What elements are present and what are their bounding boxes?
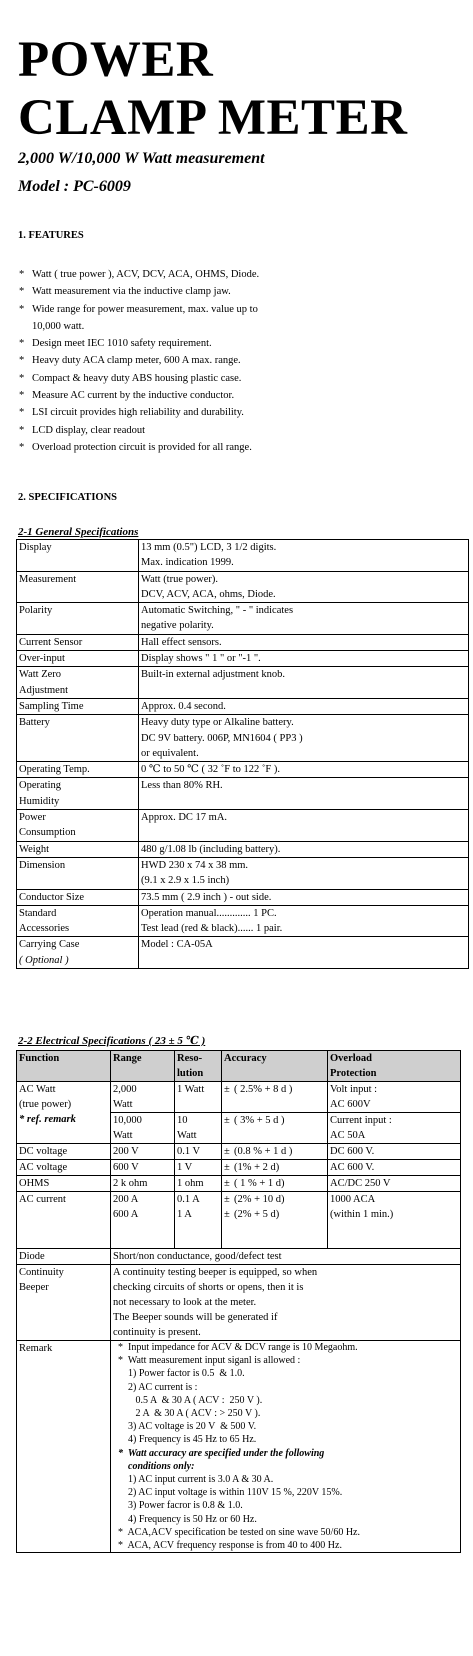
spec-label-text: Operating Temp. — [19, 764, 90, 776]
spec-value: Approx. 0.4 second. — [139, 698, 469, 714]
spec-row — [17, 762, 469, 778]
spec-row — [17, 841, 469, 857]
spec-label — [17, 651, 139, 667]
electrical-spec-table — [16, 1050, 461, 1553]
feature-item — [18, 422, 458, 439]
column-header: Reso- lution — [175, 1051, 222, 1082]
spec-value: Model : CA-05A — [139, 937, 469, 969]
bullet: * — [19, 407, 25, 419]
spec-row — [17, 905, 469, 937]
spec-row — [17, 698, 469, 714]
spec-label — [17, 857, 139, 889]
bullet: * — [19, 441, 25, 453]
spec-label — [17, 778, 139, 810]
bullet: * — [19, 338, 25, 350]
range-cell — [111, 1192, 175, 1249]
table-row — [17, 1144, 461, 1160]
remark-line: 1) AC input current is 3.0 A & 30 A. — [113, 1474, 274, 1486]
accuracy-cell — [222, 1144, 328, 1160]
accuracy-cell — [222, 1160, 328, 1176]
function-cell: AC voltage — [17, 1160, 111, 1176]
table-row — [17, 1249, 461, 1265]
bullet: * — [19, 372, 25, 384]
function-cell: Diode — [17, 1249, 111, 1265]
table-row — [17, 1082, 461, 1113]
bullet: * — [19, 355, 25, 367]
spec-label-text: Current Sensor — [19, 636, 83, 648]
range-cell: 2 k ohm — [111, 1176, 175, 1192]
feature-item — [18, 352, 458, 369]
resolution-cell: 1 ohm — [175, 1176, 222, 1192]
spec-label — [17, 667, 139, 699]
overload-cell: DC 600 V. — [328, 1144, 461, 1160]
remark-line: 2) AC current is : — [113, 1381, 198, 1393]
accuracy-value: ( 1 % + 1 d) — [234, 1178, 285, 1189]
resolution-cell: 10 Watt — [175, 1113, 222, 1144]
column-header: Overload Protection — [328, 1051, 461, 1082]
spec-row — [17, 778, 469, 810]
feature-item — [18, 283, 458, 300]
bullet: * — [19, 269, 25, 280]
spec-label — [17, 810, 139, 842]
feature-item — [18, 439, 458, 456]
resolution-cell: 0.1 V — [175, 1144, 222, 1160]
accuracy-cell — [222, 1082, 328, 1113]
function-cell — [17, 1082, 111, 1144]
spec-row — [17, 651, 469, 667]
plus-minus: ± — [224, 1084, 230, 1095]
diode-text: Short/non conductance, good/defect test — [111, 1249, 461, 1265]
spec-label — [17, 540, 139, 572]
spec-label — [17, 841, 139, 857]
spec-label-text: Operating Humidity — [19, 780, 61, 807]
range-value: 200 A — [113, 1194, 139, 1205]
continuity-text: A continuity testing beeper is equipped, so when checking circuits of shorts or opens, then it is not necessary to look at the meter. The Beeper sounds will be generated if continuity is present. — [111, 1265, 461, 1341]
accuracy-value: (2% + 5 d) — [234, 1209, 280, 1220]
res-value: 0.1 A — [177, 1194, 200, 1205]
spec-label — [17, 698, 139, 714]
overload-cell: Volt input : AC 600V — [328, 1082, 461, 1113]
overload-cell: AC/DC 250 V — [328, 1176, 461, 1192]
remark-line: conditions only: — [113, 1460, 195, 1472]
spec-value: Built-in external adjustment knob. — [139, 667, 469, 699]
feature-text: Design meet IEC 1010 safety requirement. — [32, 338, 212, 350]
spec-label — [17, 762, 139, 778]
spec-label-text: Standard Accessories — [19, 907, 70, 935]
resolution-cell: 1 Watt — [175, 1082, 222, 1113]
spec-row — [17, 540, 469, 572]
function-cell: OHMS — [17, 1176, 111, 1192]
title-line-2: CLAMP METER — [18, 90, 408, 146]
spec-row — [17, 603, 469, 635]
spec-row — [17, 634, 469, 650]
column-header: Range — [111, 1051, 175, 1082]
overload-cell: Current input : AC 50A — [328, 1113, 461, 1144]
spec-row — [17, 715, 469, 762]
features-list — [18, 266, 458, 456]
plus-minus: ± — [224, 1162, 230, 1173]
accuracy-cell — [222, 1192, 328, 1249]
spec-label-text: Power Consumption — [19, 812, 76, 839]
remark-line: 3) Power facror is 0.8 & 1.0. — [113, 1500, 243, 1512]
function-cell: Continuity Beeper — [17, 1265, 111, 1341]
plus-minus: ± — [224, 1146, 230, 1157]
spec-label-text: Carrying Case — [19, 939, 80, 951]
overload-cell: 1000 ACA (within 1 min.) — [328, 1192, 461, 1249]
spec-row — [17, 667, 469, 699]
feature-item — [18, 404, 458, 421]
spec-label-text: Weight — [19, 843, 50, 855]
spec-label — [17, 889, 139, 905]
spec-label — [17, 634, 139, 650]
spec-label-text: Display — [19, 542, 52, 553]
feature-text: Compact & heavy duty ABS housing plastic case. — [32, 372, 242, 384]
remark-line: 1) Power factor is 0.5 & 1.0. — [113, 1368, 245, 1380]
accuracy-value: ( 2.5% + 8 d ) — [234, 1084, 293, 1095]
remark-line: 2) AC input voltage is within 110V 15 %, 220V 15%. — [113, 1487, 343, 1499]
title-line-1: POWER — [18, 32, 214, 88]
accuracy-value: (1% + 2 d) — [234, 1162, 280, 1173]
remark-line: * Watt measurement input siganl is allowed : — [113, 1355, 301, 1367]
remark-line: 3) AC voltage is 20 V & 500 V. — [113, 1421, 257, 1433]
spec-value: 480 g/1.08 lb (including battery). — [139, 841, 469, 857]
feature-text: LCD display, clear readout — [32, 424, 146, 436]
table-row — [17, 1176, 461, 1192]
range-cell: 200 V — [111, 1144, 175, 1160]
spec-value: Operation manual............. 1 PC. Test lead (red & black)...... 1 pair. — [139, 905, 469, 937]
general-spec-heading: 2-1 General Specifications — [18, 526, 139, 538]
column-header: Accuracy — [222, 1051, 328, 1082]
remark-line: * Watt accuracy are specified under the following — [113, 1447, 325, 1459]
spec-value: 13 mm (0.5") LCD, 3 1/2 digits. Max. indication 1999. — [139, 540, 469, 572]
feature-text: LSI circuit provides high reliability and durability. — [32, 407, 244, 419]
spec-label-text: Polarity — [19, 605, 53, 617]
resolution-cell — [175, 1192, 222, 1249]
accuracy-cell — [222, 1113, 328, 1144]
spec-value: Heavy duty type or Alkaline battery. DC 9V battery. 006P, MN1604 ( PP3 ) or equivalent. — [139, 715, 469, 762]
table-row — [17, 1192, 461, 1249]
spec-value: 0 ℃ to 50 ℃ ( 32 ˚F to 122 ˚F ). — [139, 762, 469, 778]
plus-minus: ± — [224, 1115, 230, 1126]
features-heading: 1. FEATURES — [18, 230, 84, 241]
table-row — [17, 1341, 461, 1553]
spec-label-text: Conductor Size — [19, 891, 85, 903]
resolution-cell: 1 V — [175, 1160, 222, 1176]
feature-item — [18, 301, 458, 336]
spec-row — [17, 810, 469, 842]
plus-minus: ± — [224, 1209, 230, 1220]
general-spec-table — [16, 539, 469, 969]
spec-label-sub: ( Optional ) — [19, 954, 69, 966]
spec-label-text: Measurement — [19, 573, 77, 585]
spec-label-text: Sampling Time — [19, 700, 84, 712]
spec-label-text: Watt Zero Adjustment — [19, 669, 68, 696]
spec-value: Automatic Switching, " - " indicates negative polarity. — [139, 603, 469, 635]
range-value: 600 A — [113, 1209, 139, 1220]
spec-value: Less than 80% RH. — [139, 778, 469, 810]
range-cell: 2,000 Watt — [111, 1082, 175, 1113]
spec-label-text: Over-input — [19, 653, 65, 665]
remark-cell — [111, 1341, 461, 1553]
spec-label-text: Dimension — [19, 859, 66, 871]
feature-text: Measure AC current by the inductive conductor. — [32, 390, 235, 402]
remark-line: 4) Frequency is 50 Hz or 60 Hz. — [113, 1513, 257, 1525]
remark-line: * ACA, ACV frequency response is from 40 to 400 Hz. — [113, 1540, 342, 1552]
range-cell: 10,000 Watt — [111, 1113, 175, 1144]
accuracy-value: (2% + 10 d) — [234, 1194, 285, 1205]
spec-label-text: Battery — [19, 717, 50, 729]
function-cell: DC voltage — [17, 1144, 111, 1160]
table-row — [17, 1265, 461, 1341]
spec-row — [17, 937, 469, 969]
spec-row — [17, 571, 469, 603]
feature-item — [18, 387, 458, 404]
remark-line: 0.5 A & 30 A ( ACV : 250 V ). — [113, 1394, 263, 1406]
feature-item — [18, 370, 458, 387]
spec-row — [17, 889, 469, 905]
remark-line: 2 A & 30 A ( ACV : > 250 V ). — [113, 1408, 261, 1420]
remark-line: * ACA,ACV specification be tested on sine wave 50/60 Hz. — [113, 1526, 360, 1538]
specs-heading: 2. SPECIFICATIONS — [18, 492, 117, 503]
function-cell: Remark — [17, 1341, 111, 1553]
subtitle-watt: 2,000 W/10,000 W Watt measurement — [18, 150, 265, 167]
feature-text: Watt measurement via the inductive clamp jaw. — [32, 286, 231, 298]
accuracy-value: ( 3% + 5 d ) — [234, 1115, 285, 1126]
spec-value: HWD 230 x 74 x 38 mm. (9.1 x 2.9 x 1.5 inch) — [139, 857, 469, 889]
feature-text: Overload protection circuit is provided for all range. — [32, 441, 252, 453]
feature-text: Heavy duty ACA clamp meter, 600 A max. range. — [32, 355, 241, 367]
feature-text: Wide range for power measurement, max. value up to 10,000 watt. — [32, 303, 258, 332]
accuracy-cell — [222, 1176, 328, 1192]
plus-minus: ± — [224, 1194, 230, 1205]
spec-label — [17, 571, 139, 603]
bullet: * — [19, 424, 25, 436]
column-header: Function — [17, 1051, 111, 1082]
spec-value: Hall effect sensors. — [139, 634, 469, 650]
remark-line: 4) Frequency is 45 Hz to 65 Hz. — [113, 1434, 257, 1446]
spec-label — [17, 715, 139, 762]
subtitle-model: Model : PC-6009 — [18, 178, 131, 195]
electrical-spec-heading: 2-2 Electrical Specifications ( 23 ± 5 ℃ ) — [18, 1035, 206, 1047]
feature-item — [18, 266, 458, 283]
plus-minus: ± — [224, 1178, 230, 1189]
bullet: * — [19, 286, 25, 298]
spec-label — [17, 603, 139, 635]
range-cell: 600 V — [111, 1160, 175, 1176]
spec-value: Display shows " 1 " or "-1 ". — [139, 651, 469, 667]
spec-value: Approx. DC 17 mA. — [139, 810, 469, 842]
accuracy-value: (0.8 % + 1 d ) — [234, 1146, 293, 1157]
remark-line: * Input impedance for ACV & DCV range is 10 Megaohm. — [113, 1342, 358, 1353]
spec-value: 73.5 mm ( 2.9 inch ) - out side. — [139, 889, 469, 905]
ref-remark: * ref. remark — [19, 1114, 76, 1125]
function-cell: AC current — [17, 1192, 111, 1249]
spec-label — [17, 905, 139, 937]
function-label: AC Watt (true power) — [19, 1084, 72, 1110]
table-row — [17, 1160, 461, 1176]
bullet: * — [19, 303, 25, 315]
spec-label — [17, 937, 139, 969]
overload-cell: AC 600 V. — [328, 1160, 461, 1176]
feature-item — [18, 335, 458, 352]
bullet: * — [19, 390, 25, 402]
table-header-row — [17, 1051, 461, 1082]
feature-text: Watt ( true power ), ACV, DCV, ACA, OHMS, Diode. — [32, 269, 260, 280]
spec-row — [17, 857, 469, 889]
spec-value: Watt (true power). DCV, ACV, ACA, ohms, Diode. — [139, 571, 469, 603]
res-value: 1 A — [177, 1209, 192, 1220]
